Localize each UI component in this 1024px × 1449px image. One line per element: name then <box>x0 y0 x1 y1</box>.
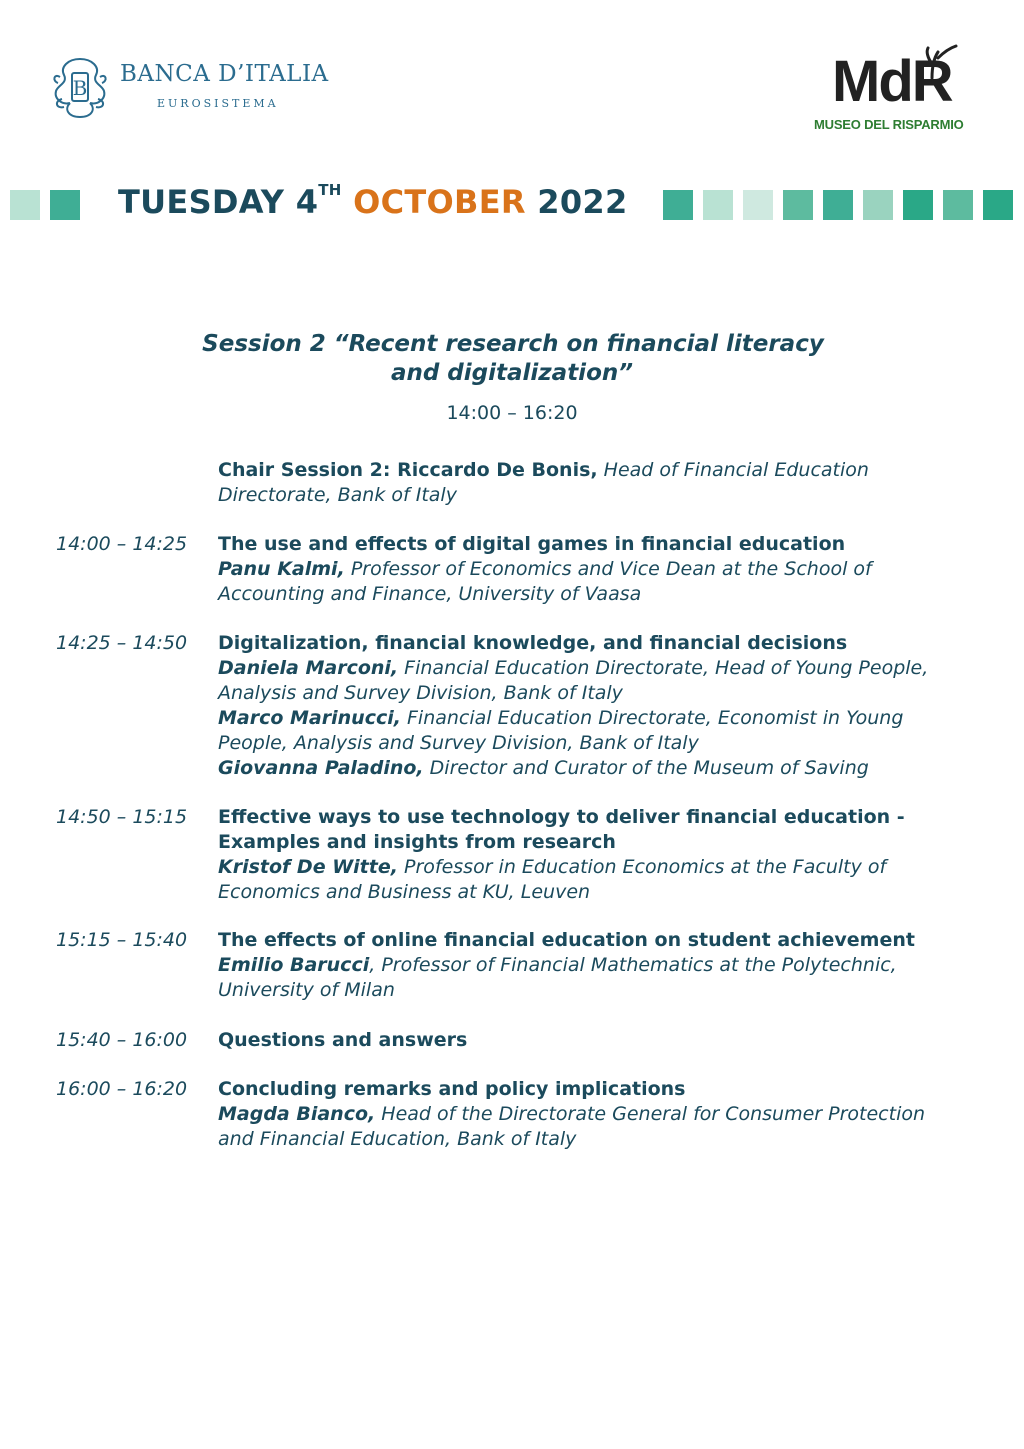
event-year: 2022 <box>537 183 628 221</box>
decor-square <box>703 190 733 220</box>
session-time: 14:00 – 16:20 <box>446 402 578 424</box>
speaker <box>218 557 958 607</box>
speaker <box>218 1102 958 1152</box>
program-item-time: 14:00 – 14:25 <box>56 533 188 555</box>
speaker-name: Magda Bianco, <box>218 1103 376 1125</box>
speaker-name: Panu Kalmi, <box>218 558 345 580</box>
event-day: TUESDAY 4 <box>118 183 319 221</box>
speaker-role: Professor in Education Economics at the Faculty of Economics and Business at KU, Leuven <box>218 856 887 903</box>
museum-initials: MdR <box>832 49 952 114</box>
decor-square <box>663 190 693 220</box>
museo-del-risparmio-logo <box>810 42 980 137</box>
speaker-role: Head of the Directorate General for Consumer Protection and Financial Education, Bank of Italy <box>218 1103 926 1150</box>
speaker-role: Director and Curator of the Museum of Saving <box>423 757 869 779</box>
program-item-content <box>218 532 958 607</box>
banca-ditalia-emblem-icon <box>50 55 110 121</box>
decor-square <box>903 190 933 220</box>
decor-square <box>983 190 1013 220</box>
program-item-time: 15:15 – 15:40 <box>56 929 188 951</box>
speaker-role: , Professor of Financial Mathematics at the Polytechnic, University of Milan <box>218 954 897 1001</box>
program-item-content <box>218 1077 958 1152</box>
event-date <box>118 183 628 221</box>
session-title <box>0 330 1024 388</box>
program-item-content <box>218 928 958 1003</box>
speaker-role: Professor of Economics and Vice Dean at the School of Accounting and Finance, University of Vaasa <box>218 558 872 605</box>
session-title-line2: and digitalization” <box>390 360 634 386</box>
svg-text:B: B <box>72 76 88 100</box>
speaker-name: Giovanna Paladino, <box>218 757 424 779</box>
talk-title: Digitalization, financial knowledge, and financial decisions <box>218 632 848 654</box>
program-item-time: 15:40 – 16:00 <box>56 1029 188 1051</box>
talk-title: The use and effects of digital games in financial education <box>218 533 846 555</box>
talk-title: Concluding remarks and policy implications <box>218 1078 686 1100</box>
session-title-line1: Session 2 “Recent research on financial literacy <box>202 331 824 357</box>
talk-title: Effective ways to use technology to deliver financial education - Examples and insights from research <box>218 806 905 853</box>
chair-role: Head of Financial Education Directorate, Bank of Italy <box>218 459 869 506</box>
decor-square <box>863 190 893 220</box>
speaker-name: Marco Marinucci, <box>218 707 401 729</box>
program-item-content <box>218 805 958 905</box>
speaker-role: Financial Education Directorate, Head of Young People, Analysis and Survey Division, Bank of Italy <box>218 657 929 704</box>
speaker-name: Daniela Marconi, <box>218 657 399 679</box>
session-chair <box>218 458 948 508</box>
banca-ditalia-logo <box>50 55 330 125</box>
day-ordinal: TH <box>318 181 342 199</box>
speaker <box>218 953 958 1003</box>
event-month: OCTOBER <box>353 183 526 221</box>
decor-square <box>50 190 80 220</box>
program-item-content <box>218 1028 958 1053</box>
bank-subtitle: EUROSISTEMA <box>157 97 279 110</box>
speaker <box>218 855 958 905</box>
museum-name: MUSEO DEL RISPARMIO <box>814 117 964 132</box>
bank-name: BANCA D’ITALIA <box>120 61 329 87</box>
decor-square <box>943 190 973 220</box>
decor-square <box>10 190 40 220</box>
talk-title: The effects of online financial education on student achievement <box>218 929 915 951</box>
talk-title: Questions and answers <box>218 1029 468 1051</box>
decor-square <box>743 190 773 220</box>
speaker-role: Financial Education Directorate, Economist in Young People, Analysis and Survey Division, Bank of Italy <box>218 707 904 754</box>
chair-label: Chair Session 2: Riccardo De Bonis, <box>218 459 598 481</box>
speaker <box>218 756 958 781</box>
decor-square <box>823 190 853 220</box>
program-item-time: 14:50 – 15:15 <box>56 806 188 828</box>
speaker <box>218 706 958 756</box>
program-item-content <box>218 631 958 781</box>
program-item-time: 16:00 – 16:20 <box>56 1078 188 1100</box>
speaker <box>218 656 958 706</box>
speaker-name: Emilio Barucci <box>218 954 370 976</box>
decor-square <box>783 190 813 220</box>
speaker-name: Kristof De Witte, <box>218 856 398 878</box>
program-item-time: 14:25 – 14:50 <box>56 632 188 654</box>
